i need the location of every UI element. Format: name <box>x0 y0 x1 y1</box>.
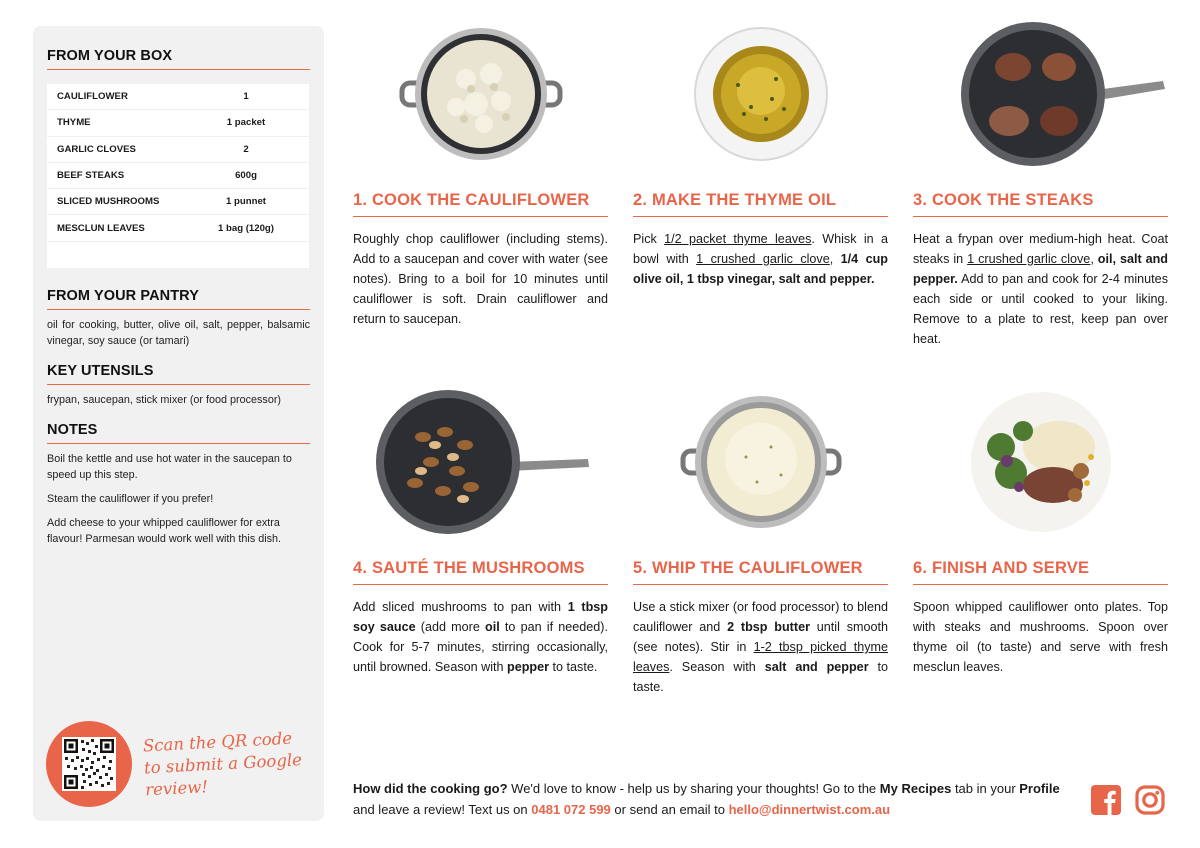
cauliflower-in-pot-image <box>353 19 608 169</box>
text-segment: Use a stick mixer (or food processor) to blend cauliflower and <box>633 600 888 634</box>
text-segment: salt and pepper <box>764 660 869 674</box>
step-4 <box>353 387 608 677</box>
step-6 <box>913 387 1168 677</box>
instagram-icon[interactable] <box>1134 784 1166 816</box>
table-row <box>47 163 309 189</box>
text-segment: Roughly chop cauliflower (including stems). Add to a saucepan and cover with water (see notes). Bring to a boil for 10 minutes until cauliflower is soft. Drain cauliflower and return to saucepan. <box>353 232 608 326</box>
ingredient-qty: 600g <box>235 170 257 182</box>
review-footer <box>353 778 1073 820</box>
step-body <box>913 229 1168 349</box>
text-segment: 1 tbsp soy sauce <box>353 600 609 634</box>
ingredient-qty: 1 punnet <box>226 196 266 208</box>
text-segment: Add sliced mushrooms to pan with <box>353 600 568 614</box>
step-3 <box>913 19 1168 349</box>
table-row <box>47 137 309 163</box>
qr-review-block <box>46 721 314 807</box>
table-row <box>47 215 309 241</box>
ingredient-qty: 1 packet <box>226 117 266 129</box>
mushrooms-in-frypan-image <box>353 387 608 537</box>
ingredient-name: GARLIC CLOVES <box>57 143 136 155</box>
facebook-icon[interactable] <box>1090 784 1122 816</box>
steaks-in-frypan-image <box>913 19 1168 169</box>
table-row <box>47 110 309 136</box>
key-utensils-heading: KEY UTENSILS <box>47 363 310 385</box>
text-segment: 2 tbsp butter <box>727 620 810 634</box>
utensils-text: frypan, saucepan, stick mixer (or food processor) <box>47 394 282 406</box>
text-segment: pepper <box>507 660 550 674</box>
notes-heading: NOTES <box>47 422 310 444</box>
notes-list <box>47 451 310 547</box>
utensils-section <box>47 363 310 408</box>
text-segment: 1 crushed garlic clove <box>967 252 1091 266</box>
step-title: 3. COOK THE STEAKS <box>913 191 1168 217</box>
text-segment: My Recipes <box>879 781 952 796</box>
note-item: Boil the kettle and use hot water in the saucepan to speed up this step. <box>47 453 292 481</box>
text-segment: We'd love to know - help us by sharing your thoughts! Go to the <box>507 781 880 796</box>
box-ingredients-table <box>47 84 309 268</box>
text-segment: to taste. <box>549 660 598 674</box>
thyme-oil-bowl-image <box>633 19 888 169</box>
ingredient-name: THYME <box>57 117 91 129</box>
table-row <box>47 84 309 110</box>
note-item: Steam the cauliflower if you prefer! <box>47 493 214 505</box>
text-segment: oil <box>485 620 500 634</box>
text-segment: Add to pan and cook for 2-4 minutes each side or until cooked to your liking. Remove to a plate to rest, keep pan over heat. <box>913 272 1168 346</box>
step-body <box>633 229 888 289</box>
text-segment: and leave a review! Text us on <box>353 802 532 817</box>
text-segment: . Season with <box>669 660 765 674</box>
note-item: Add cheese to your whipped cauliflower for extra flavour! Parmesan would work well with this dish. <box>47 517 282 545</box>
text-segment: 1/2 packet thyme leaves <box>664 232 812 246</box>
text-segment: Profile <box>1019 781 1060 796</box>
text-segment: tab in your <box>951 781 1020 796</box>
text-segment: Spoon whipped cauliflower onto plates. Top with steaks and mushrooms. Spoon over thyme oil (to taste) and serve with fresh mesclun leaves. <box>913 600 1168 674</box>
text-segment: . Whisk in a bowl with <box>633 232 888 266</box>
from-your-pantry-heading: FROM YOUR PANTRY <box>47 288 310 310</box>
from-your-box-heading: FROM YOUR BOX <box>47 48 310 70</box>
pantry-section <box>47 288 310 349</box>
ingredient-qty: 1 bag (120g) <box>218 222 274 234</box>
contact-link[interactable]: 0481 072 599 <box>531 802 611 817</box>
step-body <box>633 597 888 697</box>
ingredients-sidebar <box>33 26 324 821</box>
text-segment: oil, salt and pepper. <box>913 252 1169 286</box>
step-2 <box>633 19 888 289</box>
text-segment: How did the cooking go? <box>353 781 508 796</box>
ingredient-qty: 2 <box>243 143 249 155</box>
step-5 <box>633 387 888 697</box>
text-segment: to pan if needed). Cook for 5-7 minutes, stirring occasionally, until browned. Season with <box>353 620 608 674</box>
ingredient-name: CAULIFLOWER <box>57 91 128 103</box>
whipped-cauliflower-pot-image <box>633 387 888 537</box>
ingredient-qty: 1 <box>243 91 249 103</box>
text-segment: , <box>1090 252 1098 266</box>
text-segment: (add more <box>415 620 486 634</box>
text-segment: to taste. <box>633 660 888 694</box>
pantry-text: oil for cooking, butter, olive oil, salt, pepper, balsamic vinegar, soy sauce (or tamari) <box>47 319 310 347</box>
step-title: 1. COOK THE CAULIFLOWER <box>353 191 608 217</box>
step-title: 5. WHIP THE CAULIFLOWER <box>633 559 888 585</box>
step-title: 2. MAKE THE THYME OIL <box>633 191 888 217</box>
text-segment: or send an email to <box>610 802 729 817</box>
step-body <box>353 597 608 677</box>
qr-code-icon[interactable] <box>62 737 116 791</box>
step-title: 4. SAUTÉ THE MUSHROOMS <box>353 559 608 585</box>
ingredient-name: MESCLUN LEAVES <box>57 222 145 234</box>
contact-link[interactable]: hello@dinnertwist.com.au <box>728 802 891 817</box>
text-segment: , <box>829 252 841 266</box>
text-segment: Pick <box>633 232 665 246</box>
text-segment: 1 crushed garlic clove <box>696 252 830 266</box>
plated-dish-image <box>913 387 1168 537</box>
step-body <box>913 597 1168 677</box>
text-segment: Heat a frypan over medium-high heat. Coat steaks in <box>913 232 1168 266</box>
step-title: 6. FINISH AND SERVE <box>913 559 1168 585</box>
text-segment: 1/4 cup olive oil, 1 tbsp vinegar, salt and pepper. <box>633 252 888 286</box>
qr-caption: Scan the QR code to submit a Google review! <box>142 728 303 800</box>
text-segment: 1-2 tbsp picked thyme leaves <box>633 640 888 674</box>
step-1 <box>353 19 608 329</box>
ingredient-name: SLICED MUSHROOMS <box>57 196 160 208</box>
qr-badge <box>46 721 132 807</box>
notes-section <box>47 422 310 547</box>
table-row <box>47 189 309 215</box>
step-body <box>353 229 608 329</box>
ingredient-name: BEEF STEAKS <box>57 170 125 182</box>
text-segment: until smooth (see notes). Stir in <box>633 620 888 654</box>
